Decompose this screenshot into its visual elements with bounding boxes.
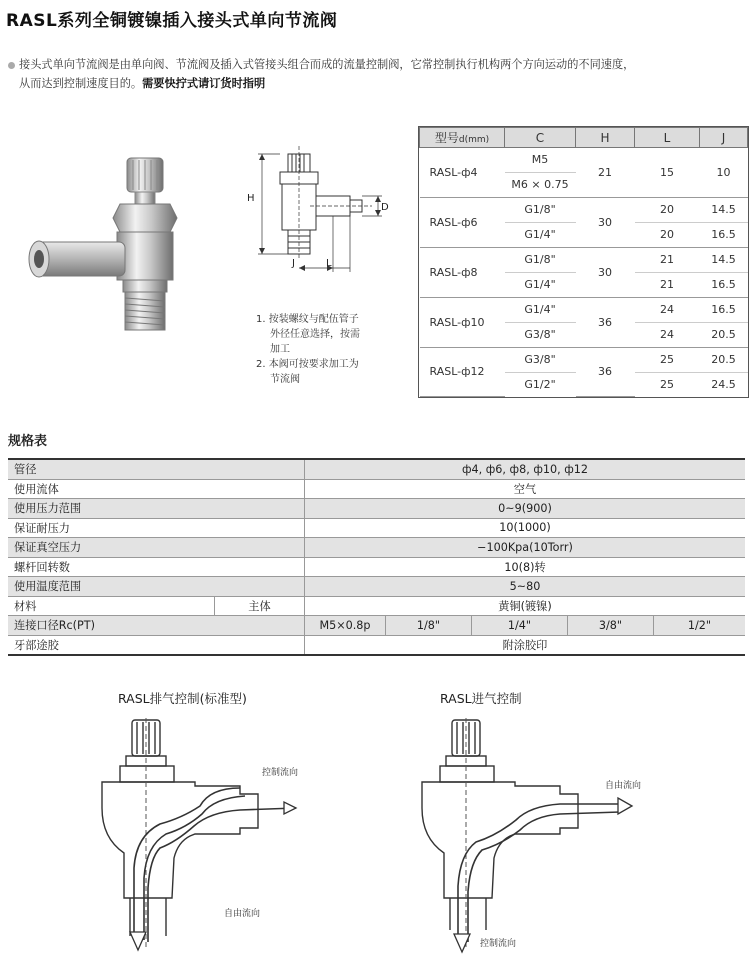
spec-label: 保证真空压力	[8, 538, 305, 558]
table-row	[8, 635, 745, 654]
spec-value: 10(1000)	[305, 518, 746, 538]
dim-h: 36	[576, 347, 635, 396]
note-line: 外径任意选择，按需	[270, 329, 360, 340]
table-row	[420, 197, 748, 222]
dimension-drawing	[240, 140, 400, 280]
note-line: 1. 按装螺纹与配伍管子	[256, 314, 359, 325]
spec-label: 使用压力范围	[8, 499, 305, 519]
dim-c: G1/8"	[505, 197, 576, 222]
table-row	[8, 460, 745, 479]
note-line: 2. 本阀可按要求加工为	[256, 359, 359, 370]
spec-port: M5×0.8p	[305, 616, 386, 636]
dim-model: RASL-ф10	[420, 297, 505, 347]
spec-port: 3/8"	[568, 616, 654, 636]
dim-j: 20.5	[700, 322, 748, 347]
spec-label: 管径	[8, 460, 305, 479]
dim-l: 24	[635, 297, 700, 322]
note-line: 加工	[270, 344, 290, 355]
dim-c: G1/4"	[505, 222, 576, 247]
intro-text	[8, 55, 743, 93]
dim-l: 20	[635, 222, 700, 247]
spec-value: ф4, ф6, ф8, ф10, ф12	[305, 460, 746, 479]
dim-l-label: L	[326, 258, 332, 269]
spec-value: 空气	[305, 479, 746, 499]
spec-label: 牙部途胶	[8, 635, 305, 654]
note-line: 节流阀	[270, 374, 300, 385]
dim-c: G1/4"	[505, 297, 576, 322]
dim-j: 20.5	[700, 347, 748, 372]
dim-l: 20	[635, 197, 700, 222]
spec-label: 螺杆回转数	[8, 557, 305, 577]
dim-j-label: J	[292, 258, 295, 269]
flow-diagram-left-title: RASL排气控制(标准型)	[118, 691, 247, 706]
spec-label: 使用流体	[8, 479, 305, 499]
dim-l: 25	[635, 347, 700, 372]
product-photo	[25, 150, 200, 340]
dim-c: G3/8"	[505, 347, 576, 372]
table-row	[8, 479, 745, 499]
spec-port: 1/4"	[472, 616, 568, 636]
dim-h: 36	[576, 297, 635, 347]
dim-h-label: H	[247, 193, 255, 204]
spec-value: −100Kpa(10Torr)	[305, 538, 746, 558]
dim-l: 21	[635, 247, 700, 272]
dim-header-h: H	[576, 128, 635, 148]
table-row	[8, 577, 745, 597]
dim-h: 30	[576, 247, 635, 297]
dim-c: G1/4"	[505, 272, 576, 297]
intro-line-1: 接头式单向节流阀是由单向阀、节流阀及插入式管接头组合而成的流量控制阀，它常控制执行机构两个方向运动的不同速度，	[19, 58, 635, 71]
dim-model: RASL-ф4	[420, 148, 505, 198]
spec-value: 附涂胶印	[502, 638, 548, 652]
dim-model: RASL-ф6	[420, 197, 505, 247]
spec-label: 材料	[8, 596, 215, 616]
dim-model: RASL-ф8	[420, 247, 505, 297]
flow-diagram-right-title: RASL进气控制	[440, 691, 522, 706]
spec-sublabel: 主体	[215, 596, 305, 616]
table-row	[420, 347, 748, 372]
spec-label: 使用温度范围	[8, 577, 305, 597]
dim-model: RASL-ф12	[420, 347, 505, 396]
spec-value: 0~9(900)	[305, 499, 746, 519]
table-row	[420, 247, 748, 272]
dim-j: 14.5	[700, 247, 748, 272]
table-row	[420, 148, 748, 173]
table-row	[8, 596, 745, 616]
spec-label: 保证耐压力	[8, 518, 305, 538]
dim-l: 21	[635, 272, 700, 297]
dim-c: G1/2"	[524, 378, 556, 392]
table-row	[8, 616, 745, 636]
table-row	[420, 297, 748, 322]
dim-l: 25	[660, 378, 674, 392]
dimension-table	[418, 126, 749, 398]
dim-header-l: L	[635, 128, 700, 148]
table-row	[8, 518, 745, 538]
dim-l: 15	[635, 148, 700, 198]
dim-header-j: J	[700, 128, 748, 148]
intake-control-diagram	[410, 718, 650, 956]
dim-c: M6 × 0.75	[505, 172, 576, 197]
flow-label: 控制流向	[262, 768, 299, 778]
bullet-icon	[8, 62, 15, 69]
dim-j: 14.5	[700, 197, 748, 222]
dim-j: 16.5	[700, 272, 748, 297]
spec-heading: 规格表	[8, 434, 48, 449]
dim-l: 24	[635, 322, 700, 347]
spec-value: 5~80	[305, 577, 746, 597]
dim-c: G1/8"	[505, 247, 576, 272]
dim-h: 21	[576, 148, 635, 198]
dim-j: 16.5	[700, 297, 748, 322]
dim-d-label: D	[381, 202, 389, 213]
dim-c: G3/8"	[505, 322, 576, 347]
table-row	[8, 538, 745, 558]
table-row	[8, 557, 745, 577]
flow-label: 自由流向	[605, 781, 642, 791]
table-row	[8, 499, 745, 519]
spec-value: 黄铜(镀镍)	[305, 596, 746, 616]
dim-j: 10	[700, 148, 748, 198]
spec-port: 1/8"	[386, 616, 472, 636]
spec-value: 10(8)转	[305, 557, 746, 577]
exhaust-control-diagram	[90, 718, 320, 956]
dim-h: 30	[576, 197, 635, 247]
dim-j: 16.5	[700, 222, 748, 247]
page-title: RASL系列全铜镀镍插入接头式单向节流阀	[6, 11, 338, 31]
spec-label: 连接口径Rc(PT)	[8, 616, 305, 636]
spec-table	[8, 458, 745, 656]
intro-bold-note: 需要快拧式请订货时指明	[142, 77, 266, 90]
spec-port: 1/2"	[654, 616, 746, 636]
dim-header-model: 型号d(mm)	[420, 128, 505, 148]
dim-j: 24.5	[711, 378, 736, 392]
intro-line-2: 从而达到控制速度目的。	[19, 77, 143, 90]
dim-header-c: C	[505, 128, 576, 148]
flow-label: 控制流向	[480, 939, 517, 949]
flow-label: 自由流向	[224, 909, 261, 919]
dim-header-row	[420, 128, 748, 148]
dim-c: M5	[505, 148, 576, 173]
drawing-notes	[256, 312, 360, 387]
